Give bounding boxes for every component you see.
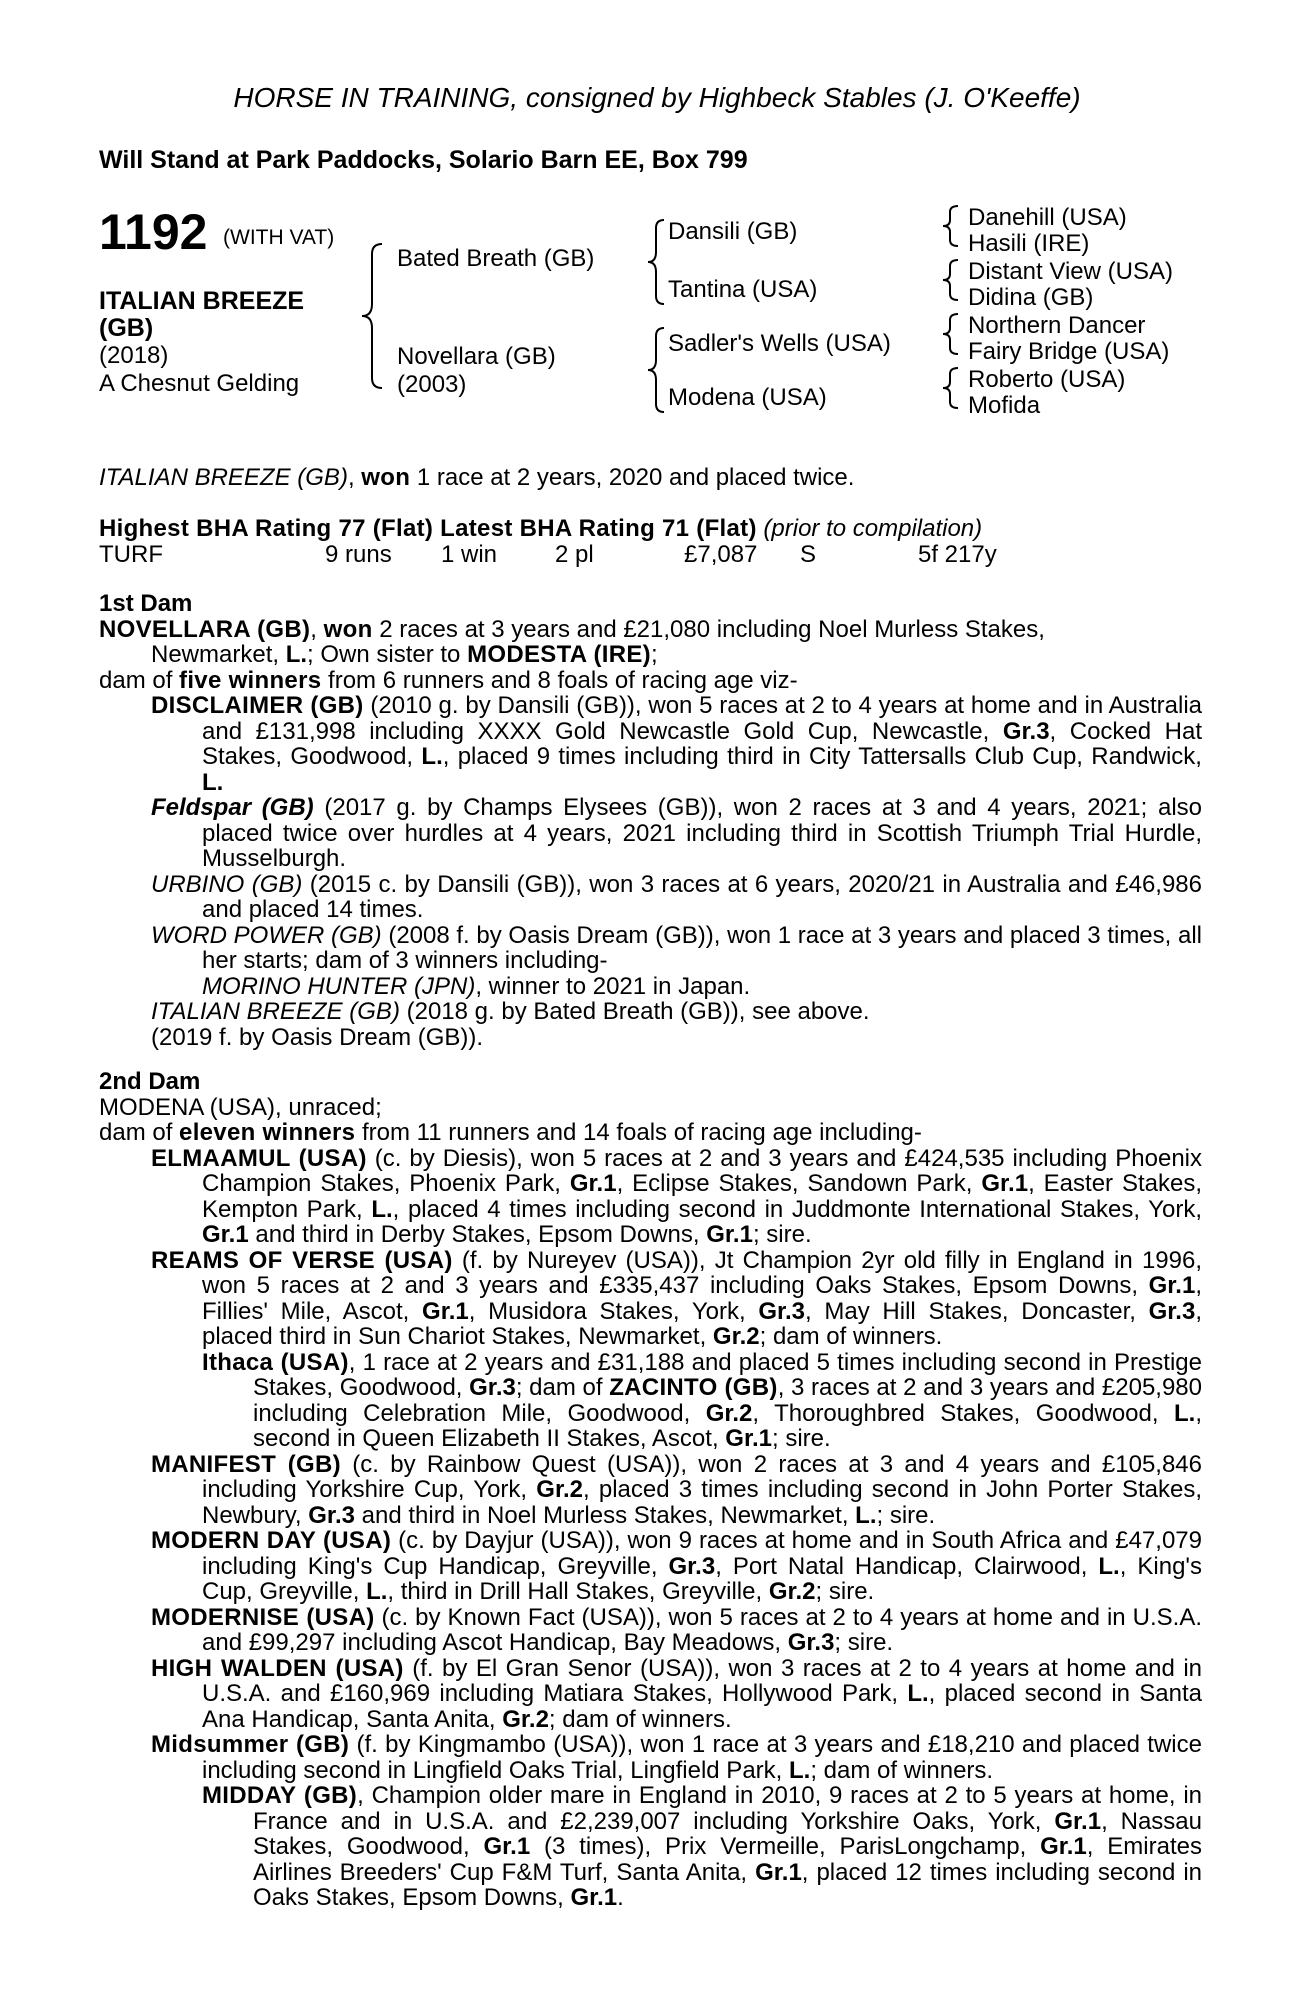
- turf-wins: 1 win: [441, 541, 498, 568]
- bha-rating: [99, 515, 982, 543]
- second-dam-heading: 2nd Dam: [99, 1068, 201, 1095]
- bracket-main: [362, 244, 382, 388]
- pedigree-sire: Bated Breath (GB): [397, 245, 595, 272]
- first-dam-intro: NOVELLARA (GB), won 2 races at 3 years and £21,080 including Noel Murless Stakes,: [99, 615, 1045, 643]
- second-dam-produce-intro: dam of eleven winners from 11 runners and 14 foals of racing age including-: [99, 1119, 922, 1146]
- produce-urbino: URBINO (GB) (2015 c. by Dansili (GB)), won 3 races at 6 years, 2020/21 in Australia and £46,986 and placed 14 times.: [151, 870, 1202, 923]
- race-summary: ITALIAN BREEZE (GB), won 1 race at 2 years, 2020 and placed twice.: [99, 464, 855, 491]
- pedigree-dam-sire: Sadler's Wells (USA): [668, 330, 891, 357]
- second-dam-intro: MODENA (USA), unraced;: [99, 1093, 382, 1121]
- first-dam-produce-intro: dam of five winners from 6 runners and 8 foals of racing age viz-: [99, 666, 798, 694]
- pedigree-sire-sire: Dansili (GB): [668, 218, 798, 245]
- produce-high-walden: HIGH WALDEN (USA) (f. by El Gran Senor (USA)), won 3 races at 2 to 4 years at home and in U.S.A. and £160,969 including Matiara Stakes, Hollywood Park, L., placed second in Santa Ana Handicap, Santa Anita, Gr.2; dam of winners.: [151, 1654, 1203, 1733]
- produce-reams-of-verse: REAMS OF VERSE (USA) (f. by Nureyev (USA)), Jt Champion 2yr old filly in England in 1996, won 5 races at 2 and 3 years and £335,437 including Oaks Stakes, Epsom Downs, Gr.1, Fillies' Mile, Ascot, Gr.1, Musidora Stakes, York, Gr.3, May Hill Stakes, Doncaster, Gr.3, placed third in Sun Chariot Stakes, Newmarket, Gr.2; dam of winners.: [151, 1246, 1202, 1350]
- pedigree-sire-dam: Tantina (USA): [668, 276, 818, 303]
- produce-italian-breeze: ITALIAN BREEZE (GB) (2018 g. by Bated Breath (GB)), see above.: [151, 998, 870, 1025]
- pedigree-g5: Northern Dancer: [968, 312, 1146, 339]
- horse-name-line2: (GB): [99, 314, 154, 342]
- horse-description: A Chesnut Gelding: [99, 370, 300, 397]
- turf-going: S: [800, 541, 817, 568]
- turf-distance: 5f 217y: [918, 541, 997, 568]
- turf-label: TURF: [99, 541, 163, 568]
- pedigree-dam-year: (2003): [397, 371, 467, 398]
- pedigree-g3: Distant View (USA): [968, 258, 1173, 285]
- turf-earnings: £7,087: [684, 541, 758, 568]
- first-dam-heading: 1st Dam: [99, 590, 193, 617]
- lot-number: 1192: [99, 204, 208, 260]
- pedigree-g7: Roberto (USA): [968, 366, 1126, 393]
- pedigree-g4: Didina (GB): [968, 284, 1094, 311]
- turf-runs: 9 runs: [325, 541, 392, 568]
- pedigree-g6: Fairy Bridge (USA): [968, 338, 1170, 365]
- first-dam-intro-cont: Newmarket, L.; Own sister to MODESTA (IRE);: [151, 641, 658, 668]
- horse-year: (2018): [99, 342, 169, 369]
- produce-midday: MIDDAY (GB), Champion older mare in England in 2010, 9 races at 2 to 5 years at home, in France and in U.S.A. and £2,239,007 including Yorkshire Oaks, York, Gr.1, Nassau Stakes, Goodwood, Gr.1 (3 times), Prix Vermeille, ParisLongchamp, Gr.1, Emirates Airlines Breeders' Cup F&M Turf, Santa Anita, Gr.1, placed 12 times including second in Oaks Stakes, Epsom Downs, Gr.1.: [202, 1782, 1202, 1911]
- produce-word-power: WORD POWER (GB) (2008 f. by Oasis Dream (GB)), won 1 race at 3 years and placed 3 times, all her starts; dam of 3 winners including-: [151, 921, 1203, 974]
- summary-text: 1 race at 2 years, 2020 and placed twice.: [410, 464, 855, 491]
- bracket-sire: [648, 220, 664, 304]
- bracket-g78: [943, 368, 958, 408]
- stand-location: Will Stand at Park Paddocks, Solario Barn EE, Box 799: [99, 146, 748, 174]
- produce-modern-day: MODERN DAY (USA) (c. by Dayjur (USA)), won 9 races at home and in South Africa and £47,079 including King's Cup Handicap, Greyville, Gr.3, Port Natal Handicap, Clairwood, L., King's Cup, Greyville, L., third in Drill Hall Stakes, Greyville, Gr.2; sire.: [151, 1527, 1203, 1605]
- pedigree-g2: Hasili (IRE): [968, 230, 1090, 257]
- summary-won: won: [361, 464, 411, 491]
- pedigree-dam: Novellara (GB): [397, 343, 556, 370]
- first-dam-section: [99, 591, 1202, 1050]
- produce-modernise: MODERNISE (USA) (c. by Known Fact (USA)), won 5 races at 2 to 4 years at home and in U.S.A. and £99,297 including Ascot Handicap, Bay Meadows, Gr.3; sire.: [151, 1603, 1203, 1656]
- bha-rating-note: (prior to compilation): [763, 515, 983, 542]
- pedigree-g1: Danehill (USA): [968, 204, 1127, 231]
- produce-morino-hunter: MORINO HUNTER (JPN), winner to 2021 in Japan.: [202, 972, 751, 1000]
- bracket-g34: [943, 260, 958, 300]
- produce-2019-filly: (2019 f. by Oasis Dream (GB)).: [151, 1023, 484, 1051]
- produce-ithaca: Ithaca (USA), 1 race at 2 years and £31,188 and placed 5 times including second in Prestige Stakes, Goodwood, Gr.3; dam of ZACINTO (GB), 3 races at 2 and 3 years and £205,980 including Celebration Mile, Goodwood, Gr.2, Thoroughbred Stakes, Goodwood, L., second in Queen Elizabeth II Stakes, Ascot, Gr.1; sire.: [202, 1348, 1203, 1452]
- produce-elmaamul: ELMAAMUL (USA) (c. by Diesis), won 5 races at 2 and 3 years and £424,535 including Phoenix Champion Stakes, Phoenix Park, Gr.1, Eclipse Stakes, Sandown Park, Gr.1, Easter Stakes, Kempton Park, L., placed 4 times including second in Juddmonte International Stakes, York, Gr.1 and third in Derby Stakes, Epsom Downs, Gr.1; sire.: [151, 1144, 1202, 1248]
- pedigree-dam-dam: Modena (USA): [668, 384, 827, 411]
- produce-disclaimer: DISCLAIMER (GB) (2010 g. by Dansili (GB)), won 5 races at 2 to 4 years at home and in Australia and £131,998 including XXXX Gold Newcastle Gold Cup, Newcastle, Gr.3, Cocked Hat Stakes, Goodwood, L., placed 9 times including third in City Tattersalls Club Cup, Randwick, L.: [151, 692, 1203, 796]
- bracket-dam: [648, 328, 664, 412]
- vat-label: (WITH VAT): [223, 226, 335, 249]
- second-dam-section: [99, 1069, 1202, 1911]
- bracket-g12: [943, 206, 958, 246]
- summary-name: ITALIAN BREEZE (GB): [99, 464, 348, 491]
- horse-name-line1: ITALIAN BREEZE: [99, 287, 305, 315]
- produce-manifest: MANIFEST (GB) (c. by Rainbow Quest (USA)), won 2 races at 3 and 4 years and £105,846 including Yorkshire Cup, York, Gr.2, placed 3 times including second in John Porter Stakes, Newbury, Gr.3 and third in Noel Murless Stakes, Newmarket, L.; sire.: [151, 1450, 1202, 1529]
- turf-placed: 2 pl: [555, 541, 594, 568]
- page-title: HORSE IN TRAINING, consigned by Highbeck Stables (J. O'Keeffe): [233, 82, 1081, 113]
- bracket-g56: [943, 314, 958, 354]
- produce-midsummer: Midsummer (GB) (f. by Kingmambo (USA)), won 1 race at 3 years and £18,210 and placed twice including second in Lingfield Oaks Trial, Lingfield Park, L.; dam of winners.: [151, 1731, 1202, 1784]
- produce-feldspar: Feldspar (GB) (2017 g. by Champs Elysees (GB)), won 2 races at 3 and 4 years, 2021; also placed twice over hurdles at 4 years, 2021 including third in Scottish Triumph Trial Hurdle, Musselburgh.: [151, 794, 1202, 872]
- pedigree-g8: Mofida: [968, 392, 1041, 419]
- bha-rating-text: Highest BHA Rating 77 (Flat) Latest BHA Rating 71 (Flat): [99, 515, 757, 542]
